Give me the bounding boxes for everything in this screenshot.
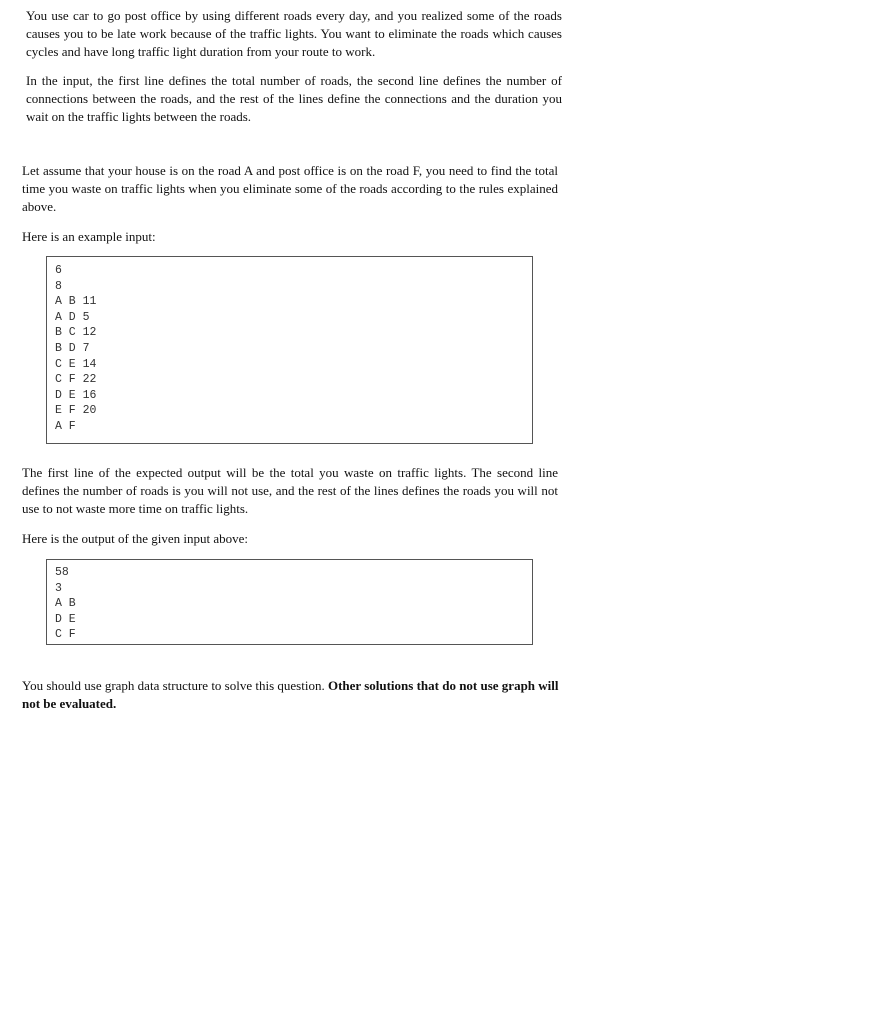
output-line: 58	[55, 566, 69, 579]
output-line: C F	[55, 628, 76, 642]
input-line: A D 5	[55, 310, 90, 324]
intro-paragraph: You use car to go post office by using different roads every day, and you realized some of the roads causes you to be late work because of the traffic lights. You want to eliminate the roads which causes cycles and have long traffic light duration from your route to work.	[26, 8, 562, 60]
requirement-text: You should use graph data structure to solve this question.	[22, 678, 328, 693]
example-input-box	[46, 256, 533, 444]
assumption-paragraph: Let assume that your house is on the road A and post office is on the road F, you need to find the total time you waste on traffic lights when you eliminate some of the roads according to the rules explained above.	[22, 163, 558, 215]
example-output-label: Here is the output of the given input above:	[22, 531, 249, 546]
example-input-label: Here is an example input:	[22, 229, 156, 244]
input-line: A F	[55, 419, 76, 433]
input-line: B D 7	[55, 341, 90, 355]
input-line: 6	[55, 264, 62, 277]
input-line: D E 16	[55, 388, 97, 402]
input-line: 8	[55, 279, 62, 293]
requirement-paragraph	[22, 677, 562, 713]
input-format-paragraph: In the input, the first line defines the total number of roads, the second line defines the number of connections between the roads, and the rest of the lines define the connections and the duration you wait on the traffic lights between the roads.	[26, 73, 562, 125]
input-line: C F 22	[55, 373, 97, 387]
output-line: A B	[55, 597, 76, 611]
output-format-paragraph: The first line of the expected output will be the total you waste on traffic lights. The second line defines the number of roads is you will not use, and the rest of the lines defines the roads you will not use to not waste more time on traffic lights.	[22, 465, 558, 517]
output-line: D E	[55, 612, 76, 626]
input-line: C E 14	[55, 357, 97, 371]
input-line: A B 11	[55, 295, 97, 309]
output-line: 3	[55, 581, 62, 595]
example-output-box	[46, 559, 533, 645]
input-line: B C 12	[55, 326, 97, 340]
requirement-bold-text: Other solutions that do not use graph will not be evaluated.	[22, 678, 559, 712]
input-line: E F 20	[55, 404, 97, 418]
